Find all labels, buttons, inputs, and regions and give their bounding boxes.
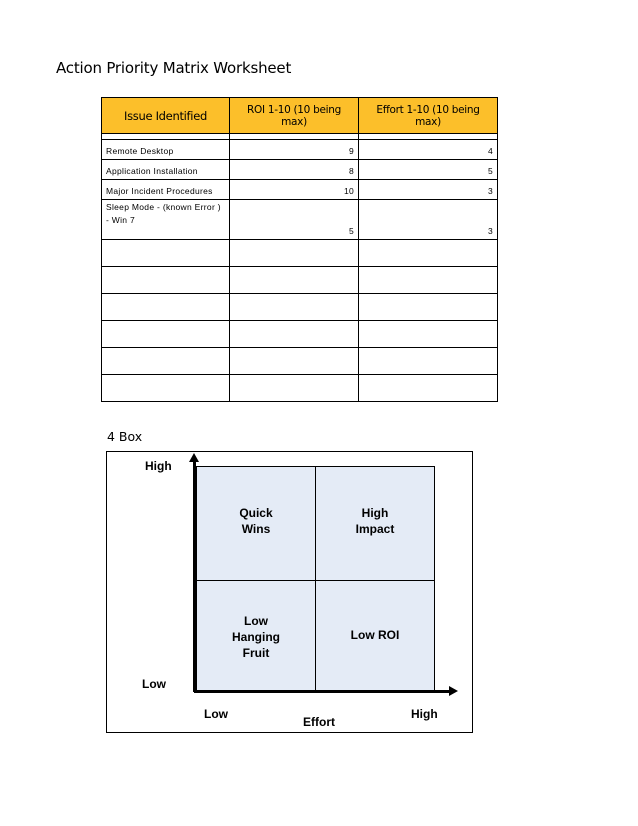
quadrant-text: High xyxy=(361,506,389,520)
table-row xyxy=(102,160,498,180)
empty-cell xyxy=(359,321,498,348)
empty-cell xyxy=(230,294,359,321)
empty-cell xyxy=(102,294,230,321)
y-axis-line xyxy=(193,460,196,692)
quadrant-high-impact xyxy=(315,466,435,581)
effort-cell: 3 xyxy=(359,180,498,200)
document-title: Action Priority Matrix Worksheet xyxy=(56,59,292,77)
issue-cell: Sleep Mode - (known Error ) - Win 7 xyxy=(102,200,230,240)
quadrant-text: Hanging xyxy=(232,630,280,644)
issue-cell: Application Installation xyxy=(102,160,230,180)
quadrant-text: Wins xyxy=(241,522,271,536)
empty-cell xyxy=(102,375,230,402)
quadrant-low-hanging-fruit xyxy=(196,580,316,691)
effort-cell: 5 xyxy=(359,160,498,180)
quadrant-quick-wins xyxy=(196,466,316,581)
roi-cell: 8 xyxy=(230,160,359,180)
empty-cell xyxy=(102,321,230,348)
empty-cell xyxy=(359,240,498,267)
quadrant-text: Impact xyxy=(355,522,395,536)
empty-row xyxy=(102,375,498,402)
x-axis-low-label: Low xyxy=(204,707,228,721)
x-axis-title: Effort xyxy=(303,715,335,729)
empty-cell xyxy=(359,294,498,321)
issue-cell: Major Incident Procedures xyxy=(102,180,230,200)
quadrant-text: Quick xyxy=(239,506,273,520)
header-roi: ROI 1-10 (10 being max) xyxy=(230,98,359,134)
y-axis-high-label: High xyxy=(145,459,172,473)
header-issue: Issue Identified xyxy=(102,98,230,134)
empty-cell xyxy=(102,267,230,294)
y-axis-low-label: Low xyxy=(142,677,166,691)
table-row xyxy=(102,180,498,200)
quadrant-low-roi xyxy=(315,580,435,691)
empty-row xyxy=(102,267,498,294)
effort-cell: 3 xyxy=(359,200,498,240)
empty-row xyxy=(102,348,498,375)
empty-cell xyxy=(359,375,498,402)
empty-cell xyxy=(102,240,230,267)
roi-cell: 5 xyxy=(230,200,359,240)
empty-cell xyxy=(230,348,359,375)
empty-cell xyxy=(359,348,498,375)
arrow-right-icon xyxy=(449,686,458,696)
empty-row xyxy=(102,240,498,267)
empty-cell xyxy=(230,240,359,267)
roi-cell: 10 xyxy=(230,180,359,200)
header-effort: Effort 1-10 (10 being max) xyxy=(359,98,498,134)
x-axis-high-label: High xyxy=(411,707,438,721)
empty-cell xyxy=(102,348,230,375)
priority-table xyxy=(101,97,498,402)
empty-cell xyxy=(230,375,359,402)
empty-row xyxy=(102,294,498,321)
issue-cell: Remote Desktop xyxy=(102,140,230,160)
quadrant-text: Fruit xyxy=(242,646,270,660)
x-axis-line xyxy=(194,690,450,693)
effort-cell: 4 xyxy=(359,140,498,160)
empty-row xyxy=(102,321,498,348)
table-row xyxy=(102,200,498,240)
empty-cell xyxy=(230,321,359,348)
table-header-row xyxy=(102,98,498,134)
quadrant-text: Low ROI xyxy=(350,628,400,642)
empty-cell xyxy=(230,267,359,294)
table-row xyxy=(102,140,498,160)
arrow-up-icon xyxy=(189,453,199,462)
quadrant-text: Low xyxy=(244,614,268,628)
empty-cell xyxy=(359,267,498,294)
roi-cell: 9 xyxy=(230,140,359,160)
four-box-label: 4 Box xyxy=(107,429,143,444)
